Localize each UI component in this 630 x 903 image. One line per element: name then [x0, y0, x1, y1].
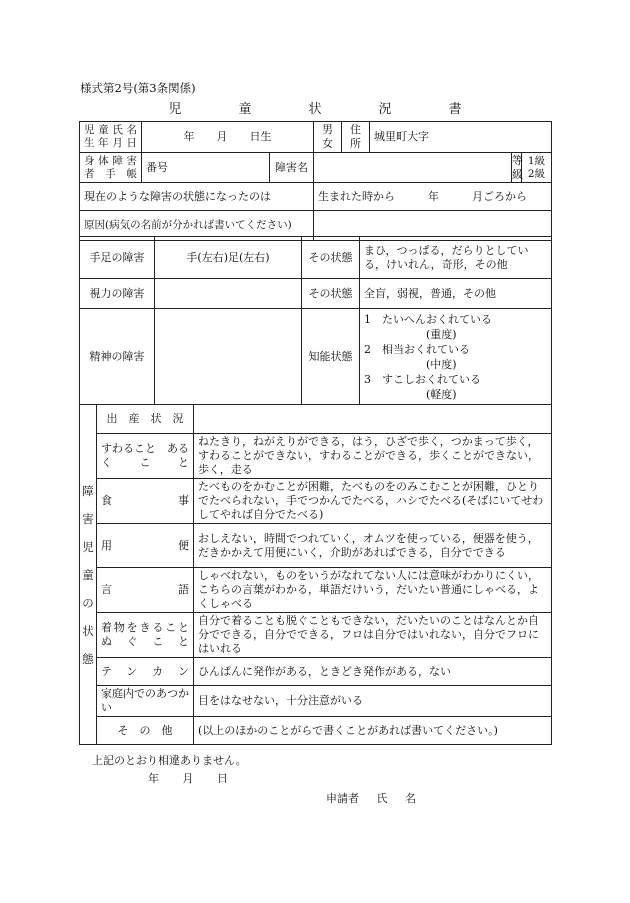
level-3-degree: (軽度) [426, 387, 457, 401]
disability-name-field[interactable] [314, 153, 512, 183]
cause-question: 原因(病気の名前が分かれば書いてください) [80, 211, 314, 241]
limb-state-options[interactable]: まひ，つっぱる，だらりとしている，けいれん，奇形，その他 [360, 237, 552, 279]
language-label: 言 語 [97, 568, 194, 613]
level-1-text: 1 たいへんおくれている [364, 312, 492, 326]
level-3-text: 3 すこしおくれている [364, 372, 481, 386]
other-label: そ の 他 [97, 717, 194, 745]
birth-status-label: 出 産 状 況 [97, 405, 194, 434]
sitting-walking-label: すわること あるくこと [97, 434, 194, 479]
level-2-degree: (中度) [426, 357, 457, 371]
header-table [79, 121, 552, 241]
level-2-text: 2 相当おくれている [364, 342, 470, 356]
epilepsy-label: テンカン [97, 658, 194, 686]
limb-state-label: その状態 [302, 237, 360, 279]
intelligence-state-label: 知能状態 [302, 309, 360, 405]
sex-field[interactable]: 男女 [314, 122, 342, 153]
address-label: 住所 [342, 122, 370, 153]
grade-options[interactable]: 1級 2級 [522, 153, 552, 183]
birth-status-field[interactable] [194, 405, 552, 434]
eating-label: 食 事 [97, 479, 194, 524]
handbook-number-field[interactable]: 番号 [142, 153, 270, 183]
limb-label: 手足の障害 [80, 237, 155, 279]
intelligence-levels[interactable] [360, 309, 552, 405]
sitting-walking-options[interactable]: ねたきり，ねがえりができる，はう，ひざで歩く，つかまって歩く，すわることができない，すわることができる，歩くことができない，歩く，走る [194, 434, 552, 479]
epilepsy-options[interactable]: ひんぱんに発作がある，ときどき発作がある，ない [194, 658, 552, 686]
toilet-label: 用 便 [97, 524, 194, 568]
dressing-label: 着物をきること ぬぐこと [97, 613, 194, 658]
language-options[interactable]: しゃべれない，ものをいうがなれてない人には意味がわかりにくい，こちらの言葉がわかる，単語だけいう，だいたい普通にしゃべる，よくしゃべる [194, 568, 552, 613]
applicant-name[interactable]: 申請者 氏 名 [326, 792, 416, 805]
dressing-options[interactable]: 自分で着ることも脱ぐこともできない，だいたいのことはなんとか自分でできる，自分でできる，フロは自分ではいれない，自分でフロにはいれる [194, 613, 552, 658]
mental-field[interactable] [155, 309, 302, 405]
form-number-label: 様式第2号(第3条関係) [80, 81, 196, 95]
vision-state-options[interactable]: 全盲，弱視，普通，その他 [360, 279, 552, 309]
birth-date-field[interactable]: 年 月 日生 [142, 122, 314, 153]
grade-label: 等級 [512, 153, 524, 181]
other-field[interactable]: (以上のほかのことがらで書くことがあれば書いてください。) [194, 717, 552, 745]
eating-options[interactable]: たべものをかむことが困難，たべものをのみこむことが困難，ひとりでたべられない，手でつかんでたべる，ハシでたべる(そばにいてせわしてやれば自分でたべる) [194, 479, 552, 524]
status-table [79, 404, 552, 745]
vision-label: 視力の障害 [80, 279, 155, 309]
status-vertical-label: 障 害 児 童 の 状 態 [80, 405, 97, 745]
level-1-degree: (重度) [426, 327, 457, 341]
disability-handbook-label: 身体障害 者 手 帳 [80, 153, 142, 183]
address-field[interactable]: 城里町大字 [370, 122, 552, 153]
document-title: 児 童 状 況 書 [168, 102, 484, 117]
disability-name-label: 障害名 [270, 153, 314, 183]
onset-question: 現在のような障害の状態になったのは [80, 183, 314, 211]
child-name-birthdate-label: 児童氏名 生年月日 [80, 122, 142, 153]
disability-table [79, 236, 552, 405]
home-care-label: 家庭内でのあつかい [97, 686, 194, 717]
home-care-options[interactable]: 目をはなせない，十分注意がいる [194, 686, 552, 717]
declaration-text: 上記のとおり相違ありません。 [92, 754, 247, 767]
declaration-date[interactable]: 年 月 日 [148, 772, 228, 785]
limb-side-field[interactable]: 手(左右)足(左右) [155, 237, 302, 279]
vision-field[interactable] [155, 279, 302, 309]
vision-state-label: その状態 [302, 279, 360, 309]
mental-label: 精神の障害 [80, 309, 155, 405]
toilet-options[interactable]: おしえない，時間でつれていく，オムツを使っている，便器を使う，だきかかえて用便にいく，介助があればできる，自分でできる [194, 524, 552, 568]
onset-answer[interactable]: 生まれた時から 年 月ごろから [314, 183, 552, 211]
